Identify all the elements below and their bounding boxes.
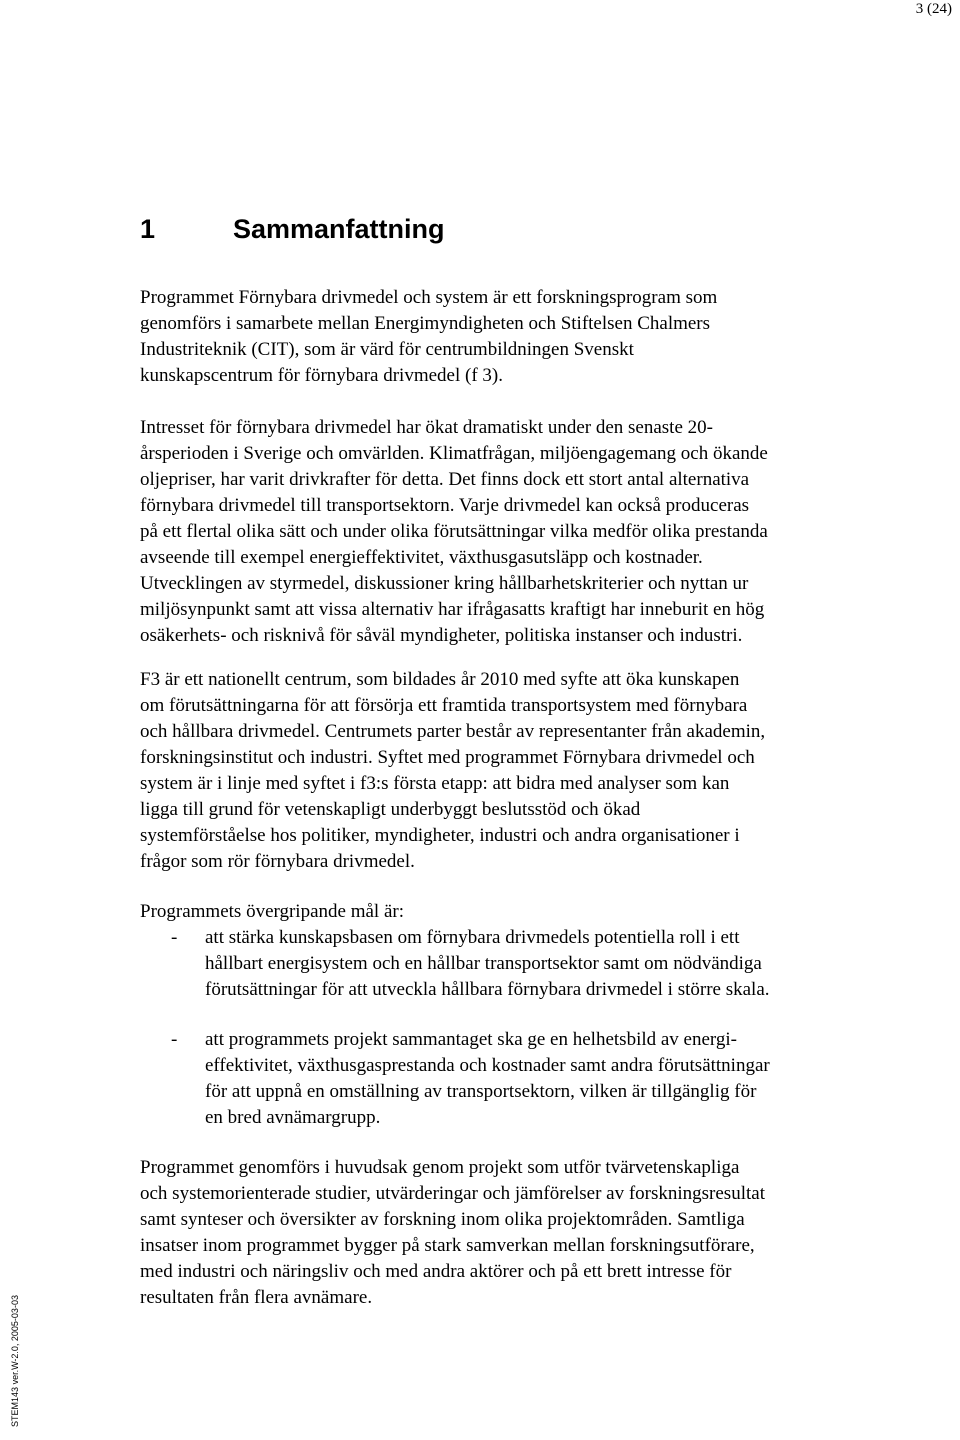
paragraph-line: forskningsinstitut och industri. Syftet med programmet Förnybara drivmedel och [140,747,755,768]
paragraph-line: Utvecklingen av styrmedel, diskussioner kring hållbarhetskriterier och nyttan ur [140,573,749,594]
paragraph-line: F3 är ett nationellt centrum, som bildades år 2010 med syfte att öka kunskapen [140,669,740,690]
section-heading [140,211,445,247]
paragraph-line: på ett flertal olika sätt och under olika förutsättningar vilka medför olika prestanda [140,521,768,542]
paragraph-line: osäkerhets- och risknivå för såväl myndigheter, politiska instanser och industri. [140,625,743,646]
bullet-marker: - [171,1029,178,1050]
paragraph-line: system är i linje med syftet i f3:s första etapp: att bidra med analyser som kan [140,773,730,794]
paragraph-line: kunskapscentrum för förnybara drivmedel (f 3). [140,365,503,386]
page-number: 3 (24) [915,1,952,17]
paragraph-line: Programmet Förnybara drivmedel och system är ett forskningsprogram som [140,287,718,308]
bullet-line: för att uppnå en omställning av transportsektorn, vilken är tillgänglig för [205,1081,757,1102]
section-title: Sammanfattning [233,214,445,244]
paragraph-line: om förutsättningarna för att försörja ett framtida transportsystem med förnybara [140,695,748,716]
paragraph-line: årsperioden i Sverige och omvärlden. Klimatfrågan, miljöengagemang och ökande [140,443,768,464]
paragraph-line: ligga till grund för vetenskapligt underbyggt beslutsstöd och ökad [140,799,641,820]
paragraph-line: Industriteknik (CIT), som är värd för centrumbildningen Svenskt [140,339,634,360]
paragraph-line: och systemorienterade studier, utvärderingar och jämförelser av forskningsresultat [140,1183,765,1204]
paragraph-line: resultaten från flera avnämare. [140,1287,373,1308]
bullet-line: effektivitet, växthusgasprestanda och kostnader samt andra förutsättningar [205,1055,770,1076]
list-intro: Programmets övergripande mål är: [140,901,404,922]
section-number: 1 [140,214,156,244]
bullet-line: att stärka kunskapsbasen om förnybara drivmedels potentiella roll i ett [205,927,740,948]
paragraph-line: och hållbara drivmedel. Centrumets parter består av representanter från akademin, [140,721,766,742]
paragraph-line: avseende till exempel energieffektivitet, växthusgasutsläpp och kostnader. [140,547,703,568]
bullet-line: en bred avnämargrupp. [205,1107,381,1128]
paragraph-line: Intresset för förnybara drivmedel har ökat dramatiskt under den senaste 20- [140,417,713,438]
paragraph-line: miljösynpunkt samt att vissa alternativ har ifrågasatts kraftigt har inneburit en hög [140,599,765,620]
bullet-marker: - [171,927,178,948]
template-code: STEM143 ver.W-2.0, 2005-03-03 [10,1295,20,1427]
bullet-line: hållbart energisystem och en hållbar transportsektor samt om nödvändiga [205,953,762,974]
paragraph-line: förnybara drivmedel till transportsektorn. Varje drivmedel kan också produceras [140,495,750,516]
paragraph-line: oljepriser, har varit drivkrafter för detta. Det finns dock ett stort antal alternativa [140,469,750,490]
paragraph-line: Programmet genomförs i huvudsak genom projekt som utför tvärvetenskapliga [140,1157,740,1178]
paragraph-line: frågor som rör förnybara drivmedel. [140,851,415,872]
paragraph-line: samt synteser och översikter av forskning inom olika projektområden. Samtliga [140,1209,745,1230]
paragraph-line: insatser inom programmet bygger på stark samverkan mellan forskningsutförare, [140,1235,755,1256]
bullet-line: förutsättningar för att utveckla hållbara förnybara drivmedel i större skala. [205,979,770,1000]
bullet-line: att programmets projekt sammantaget ska ge en helhetsbild av energi- [205,1029,738,1050]
paragraph-line: systemförståelse hos politiker, myndigheter, industri och andra organisationer i [140,825,740,846]
paragraph-line: med industri och näringsliv och med andra aktörer och på ett brett intresse för [140,1261,732,1282]
paragraph-line: genomförs i samarbete mellan Energimyndigheten och Stiftelsen Chalmers [140,313,711,334]
